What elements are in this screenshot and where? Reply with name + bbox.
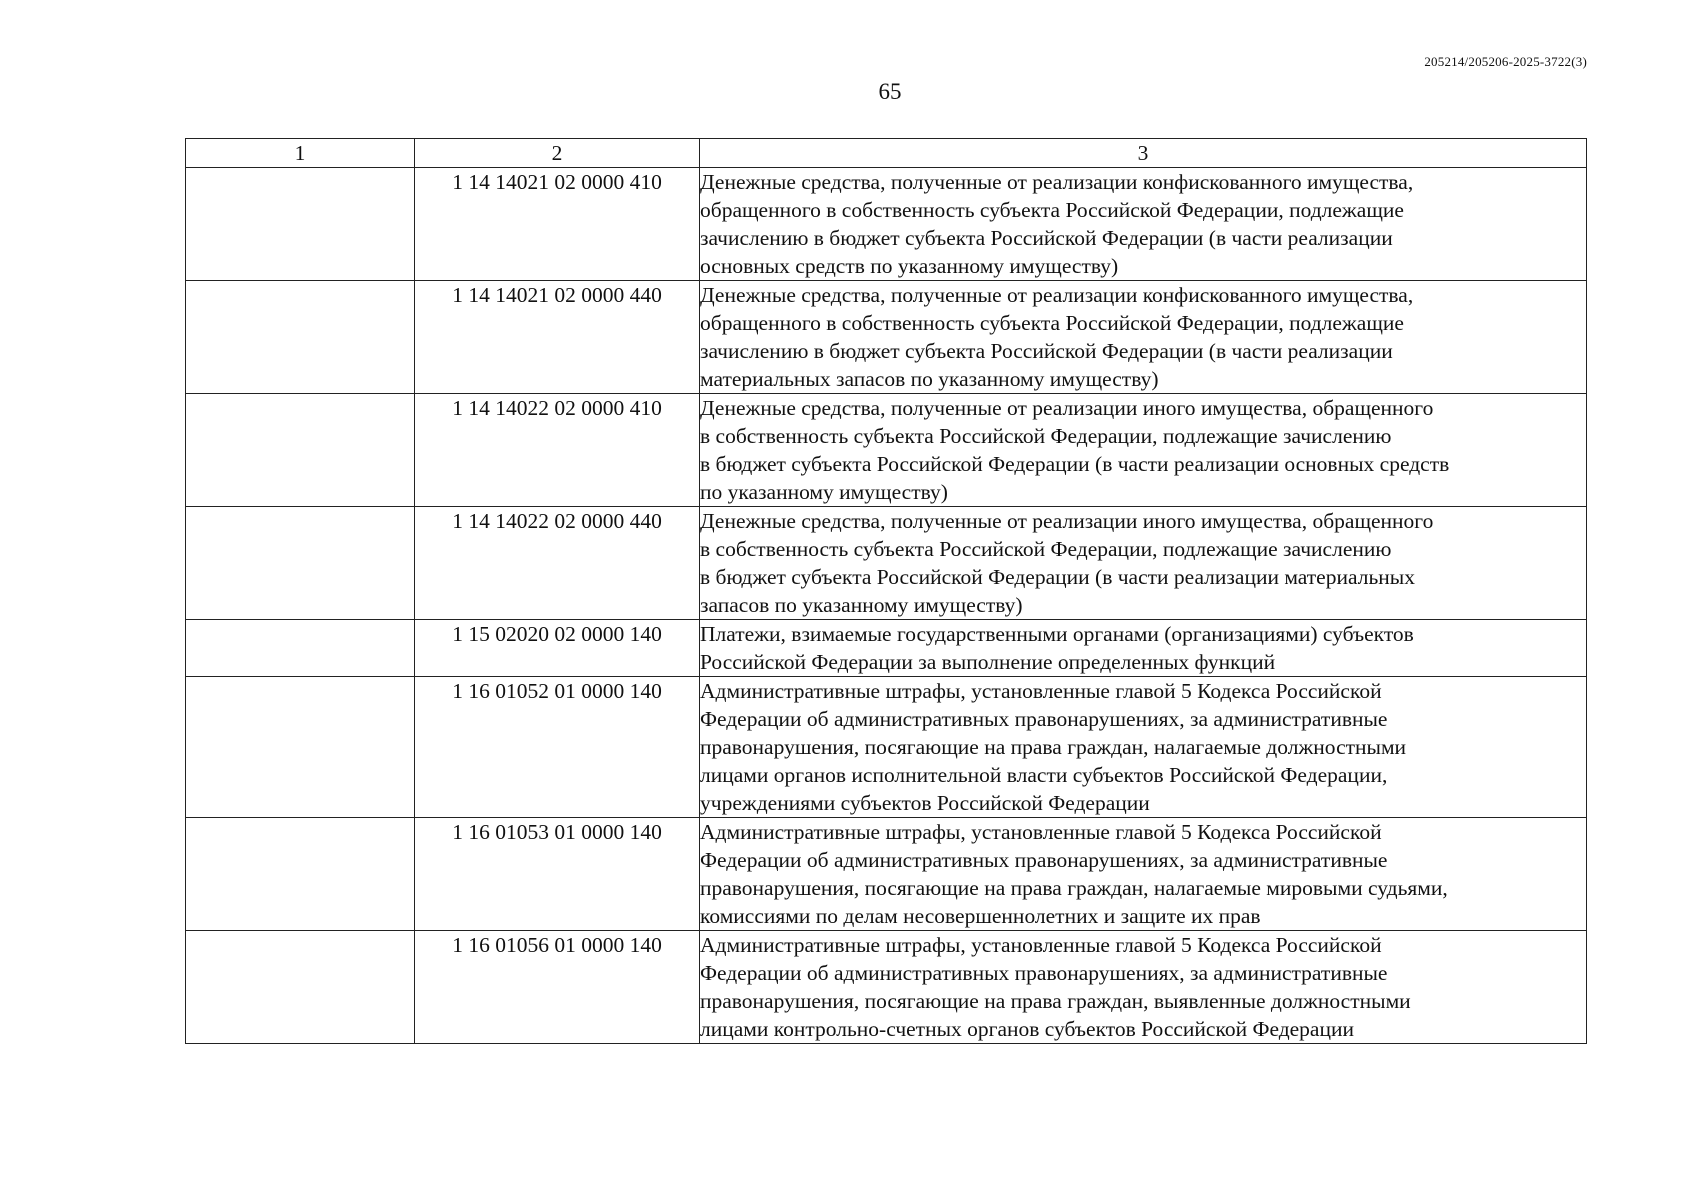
row-empty-cell xyxy=(186,931,415,1044)
description-line: в собственность субъекта Российской Федерации, подлежащие зачислению xyxy=(700,537,1392,561)
description-line: Административные штрафы, установленные главой 5 Кодекса Российской xyxy=(700,933,1382,957)
description-line: Денежные средства, полученные от реализации иного имущества, обращенного xyxy=(700,396,1434,420)
description-cell xyxy=(700,620,1587,677)
budget-code-cell: 1 14 14022 02 0000 440 xyxy=(415,507,700,620)
row-empty-cell xyxy=(186,168,415,281)
description-cell xyxy=(700,394,1587,507)
row-empty-cell xyxy=(186,818,415,931)
budget-code-cell: 1 16 01056 01 0000 140 xyxy=(415,931,700,1044)
description-line: лицами контрольно-счетных органов субъектов Российской Федерации xyxy=(700,1017,1354,1041)
description-line: правонарушения, посягающие на права граждан, выявленные должностными xyxy=(700,989,1411,1013)
table-row xyxy=(186,677,1587,818)
row-empty-cell xyxy=(186,620,415,677)
header-cell-2: 2 xyxy=(415,139,700,168)
description-line: в бюджет субъекта Российской Федерации (в части реализации основных средств xyxy=(700,452,1450,476)
description-line: комиссиями по делам несовершеннолетних и защите их прав xyxy=(700,904,1261,928)
description-line: зачислению в бюджет субъекта Российской Федерации (в части реализации xyxy=(700,226,1393,250)
table-row xyxy=(186,394,1587,507)
description-line: правонарушения, посягающие на права граждан, налагаемые мировыми судьями, xyxy=(700,876,1448,900)
table-row xyxy=(186,507,1587,620)
budget-code-cell: 1 14 14021 02 0000 440 xyxy=(415,281,700,394)
table-row xyxy=(186,620,1587,677)
page-number: 65 xyxy=(878,79,902,104)
document-reference: 205214/205206-2025-3722(3) xyxy=(1424,54,1587,69)
description-line: учреждениями субъектов Российской Федерации xyxy=(700,791,1150,815)
description-cell xyxy=(700,931,1587,1044)
revenue-table xyxy=(185,138,1587,1044)
description-line: обращенного в собственность субъекта Российской Федерации, подлежащие xyxy=(700,311,1404,335)
row-empty-cell xyxy=(186,677,415,818)
header-cell-3: 3 xyxy=(700,139,1587,168)
budget-code-cell: 1 15 02020 02 0000 140 xyxy=(415,620,700,677)
table-row xyxy=(186,818,1587,931)
description-line: основных средств по указанному имуществу) xyxy=(700,254,1119,278)
description-cell xyxy=(700,168,1587,281)
description-line: в собственность субъекта Российской Федерации, подлежащие зачислению xyxy=(700,424,1392,448)
row-empty-cell xyxy=(186,281,415,394)
description-line: лицами органов исполнительной власти субъектов Российской Федерации, xyxy=(700,763,1388,787)
description-line: Денежные средства, полученные от реализации конфискованного имущества, xyxy=(700,283,1414,307)
description-line: в бюджет субъекта Российской Федерации (в части реализации материальных xyxy=(700,565,1415,589)
description-line: материальных запасов по указанному имуществу) xyxy=(700,367,1159,391)
description-cell xyxy=(700,281,1587,394)
table-row xyxy=(186,168,1587,281)
description-line: зачислению в бюджет субъекта Российской Федерации (в части реализации xyxy=(700,339,1393,363)
table-row xyxy=(186,931,1587,1044)
description-line: обращенного в собственность субъекта Российской Федерации, подлежащие xyxy=(700,198,1404,222)
description-line: Платежи, взимаемые государственными органами (организациями) субъектов xyxy=(700,622,1414,646)
description-line: по указанному имуществу) xyxy=(700,480,948,504)
budget-code-cell: 1 16 01052 01 0000 140 xyxy=(415,677,700,818)
description-line: Административные штрафы, установленные главой 5 Кодекса Российской xyxy=(700,820,1382,844)
description-cell xyxy=(700,818,1587,931)
description-line: Денежные средства, полученные от реализации конфискованного имущества, xyxy=(700,170,1414,194)
description-line: запасов по указанному имуществу) xyxy=(700,593,1023,617)
table-header-row xyxy=(186,139,1587,168)
description-line: Российской Федерации за выполнение определенных функций xyxy=(700,650,1276,674)
row-empty-cell xyxy=(186,394,415,507)
budget-code-cell: 1 14 14021 02 0000 410 xyxy=(415,168,700,281)
budget-code-cell: 1 14 14022 02 0000 410 xyxy=(415,394,700,507)
description-line: Федерации об административных правонарушениях, за административные xyxy=(700,961,1388,985)
description-line: Федерации об административных правонарушениях, за административные xyxy=(700,707,1388,731)
description-cell xyxy=(700,677,1587,818)
description-line: Административные штрафы, установленные главой 5 Кодекса Российской xyxy=(700,679,1382,703)
budget-code-cell: 1 16 01053 01 0000 140 xyxy=(415,818,700,931)
header-cell-1: 1 xyxy=(186,139,415,168)
description-line: Денежные средства, полученные от реализации иного имущества, обращенного xyxy=(700,509,1434,533)
description-line: правонарушения, посягающие на права граждан, налагаемые должностными xyxy=(700,735,1407,759)
description-line: Федерации об административных правонарушениях, за административные xyxy=(700,848,1388,872)
description-cell xyxy=(700,507,1587,620)
table-row xyxy=(186,281,1587,394)
row-empty-cell xyxy=(186,507,415,620)
